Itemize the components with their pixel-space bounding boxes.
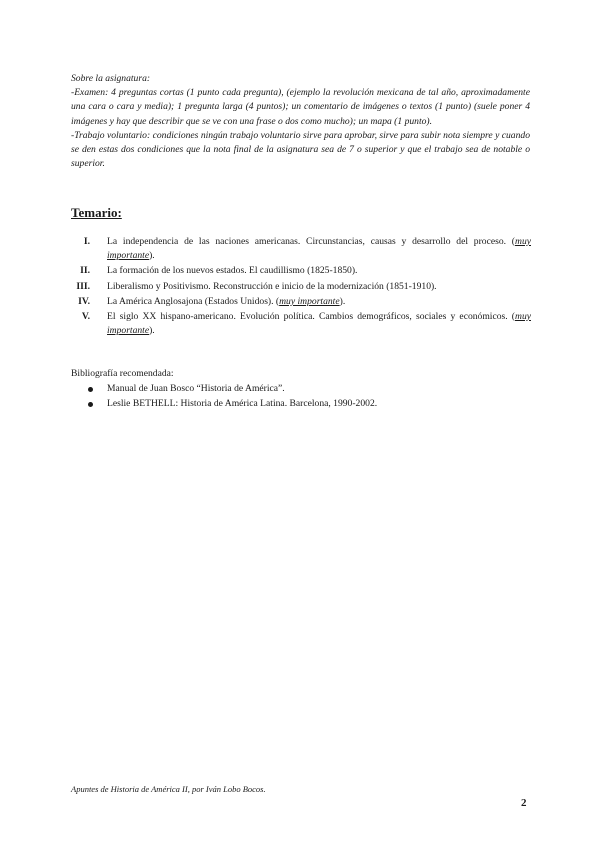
- item-suffix: ).: [339, 295, 346, 307]
- item-number: V.: [81, 311, 90, 323]
- temario-item: [71, 295, 531, 309]
- item-number: IV.: [78, 295, 90, 307]
- important-tag: muy importante: [107, 236, 531, 262]
- temario-list: [71, 235, 531, 339]
- bibliography-title: Bibliografía recomendada:: [71, 368, 174, 379]
- voluntary-work-description: -Trabajo voluntario: condiciones ningún trabajo voluntario sirve para aprobar, sirve para subir nota siempre y cuando se den estas dos condiciones que la nota final de la asignatura sea de 7 o superior y que el trabajo sea de notable o superior.: [71, 129, 530, 170]
- item-number: II.: [80, 265, 90, 277]
- item-text: El siglo XX hispano-americano. Evolución política. Cambios demográficos, sociales y económicos. (: [107, 311, 516, 323]
- page-number: 2: [521, 797, 527, 809]
- bibliography-item: [71, 382, 531, 397]
- item-text: La formación de los nuevos estados. El caudillismo (1825-1850).: [107, 265, 358, 277]
- bibliography-item: [71, 397, 531, 412]
- important-tag: muy importante: [279, 295, 340, 307]
- temario-item: [71, 310, 531, 338]
- bullet-icon: [88, 387, 93, 392]
- bibliography-text: Leslie BETHELL: Historia de América Latina. Barcelona, 1990-2002.: [107, 397, 378, 409]
- item-text: La América Anglosajona (Estados Unidos). (: [107, 295, 280, 307]
- intro-section: [71, 72, 530, 171]
- temario-item: [71, 280, 531, 294]
- temario-item: [71, 235, 531, 263]
- item-suffix: ).: [149, 325, 155, 337]
- item-number: I.: [83, 236, 90, 247]
- item-text: La independencia de las naciones americanas. Circunstancias, causas y desarrollo del proceso. (: [107, 236, 516, 247]
- bibliography-list: [71, 382, 531, 411]
- page-footer: Apuntes de Historia de América II, por Iván Lobo Bocos.: [71, 784, 266, 794]
- exam-description: -Examen: 4 preguntas cortas (1 punto cada pregunta), (ejemplo la revolución mexicana de tal año, aproximadamente una cara o cara y media); 1 pregunta larga (4 puntos); un comentario de imágenes o textos (1 punto) (suele poner 4 imágenes y hay que describir que se ve con una frase o dos como mucho); un mapa (1 punto).: [71, 87, 530, 127]
- item-text: Liberalismo y Positivismo. Reconstrucción e inicio de la modernización (1851-1910).: [107, 280, 437, 292]
- important-tag: muy importante: [107, 311, 531, 337]
- intro-title: Sobre la asignatura:: [71, 73, 151, 84]
- item-suffix: ).: [149, 250, 155, 262]
- bibliography-text: Manual de Juan Bosco “Historia de América”.: [107, 383, 285, 394]
- item-number: III.: [76, 280, 90, 292]
- bullet-icon: [88, 402, 93, 407]
- temario-item: [71, 264, 531, 278]
- temario-heading: Temario:: [71, 205, 122, 220]
